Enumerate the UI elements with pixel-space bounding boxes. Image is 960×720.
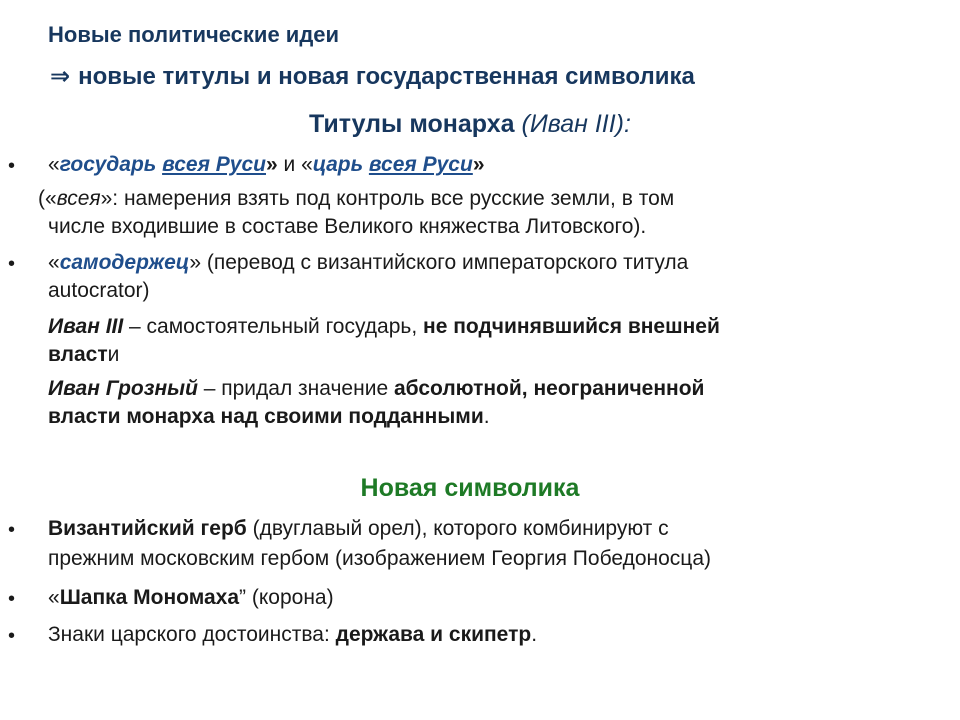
ivan3-name: Иван III	[48, 315, 130, 338]
implies-arrow-icon: ⇒	[50, 62, 71, 90]
gerb-line2: прежним московским гербом (изображением Георгия Победоносца)	[48, 547, 711, 570]
regalia-bold: держава и скипетр	[335, 623, 532, 646]
slide-subtitle	[50, 62, 695, 91]
symbols-heading: Новая символика	[360, 474, 580, 502]
gerb-line1: Византийский герб (двуглавый орел), которого комбинируют с	[48, 517, 669, 540]
ivan4-line1: Иван Грозный – придал значение абсолютной, неограниченной	[48, 377, 705, 400]
bullet-icon: •	[8, 155, 16, 177]
vseya-word: всея	[56, 187, 101, 210]
vseya-note-line1: («всея»: намерения взять под контроль все русские земли, в том	[38, 187, 675, 210]
bullet-icon: •	[8, 625, 16, 647]
title-gosudar: государь	[59, 153, 163, 176]
monomakh-line: «Шапка Мономаха” (корона)	[48, 586, 334, 609]
title-vseya-rusi-1: всея Руси	[162, 153, 266, 176]
subtitle-text: новые титулы и новая государственная символика	[78, 63, 695, 90]
gerb-bold: Византийский герб	[48, 517, 247, 540]
bullet-icon: •	[8, 588, 16, 610]
ivan3-line2: власти	[48, 343, 120, 366]
samoderzhets-line1: «самодержец» (перевод с византийского императорского титула	[48, 251, 689, 274]
bullet-icon: •	[8, 253, 16, 275]
ivan3-line1: Иван III – самостоятельный государь, не подчинявшийся внешней	[48, 315, 720, 338]
samoderzhets-word: самодержец	[59, 251, 190, 274]
titles-heading	[0, 110, 940, 139]
title-item-gosudar: «государь всея Руси» и «царь всея Руси»	[48, 153, 485, 176]
monomakh-bold: Шапка Мономаха	[59, 586, 240, 609]
bullet-icon: •	[8, 519, 16, 541]
title-tsar: царь	[312, 153, 369, 176]
regalia-line: Знаки царского достоинства: держава и скипетр.	[48, 623, 538, 646]
ivan4-name: Иван Грозный	[48, 377, 204, 400]
vseya-note-line2: числе входившие в составе Великого княжества Литовского).	[48, 215, 647, 238]
slide-title: Новые политические идеи	[48, 22, 340, 47]
titles-heading-main: Титулы монарха	[309, 110, 515, 138]
ivan4-line2: власти монарха над своими подданными.	[48, 405, 490, 428]
titles-heading-italic: (Иван III):	[521, 110, 631, 138]
samoderzhets-line2: autocrator)	[48, 279, 150, 302]
title-vseya-rusi-2: всея Руси	[368, 153, 473, 176]
